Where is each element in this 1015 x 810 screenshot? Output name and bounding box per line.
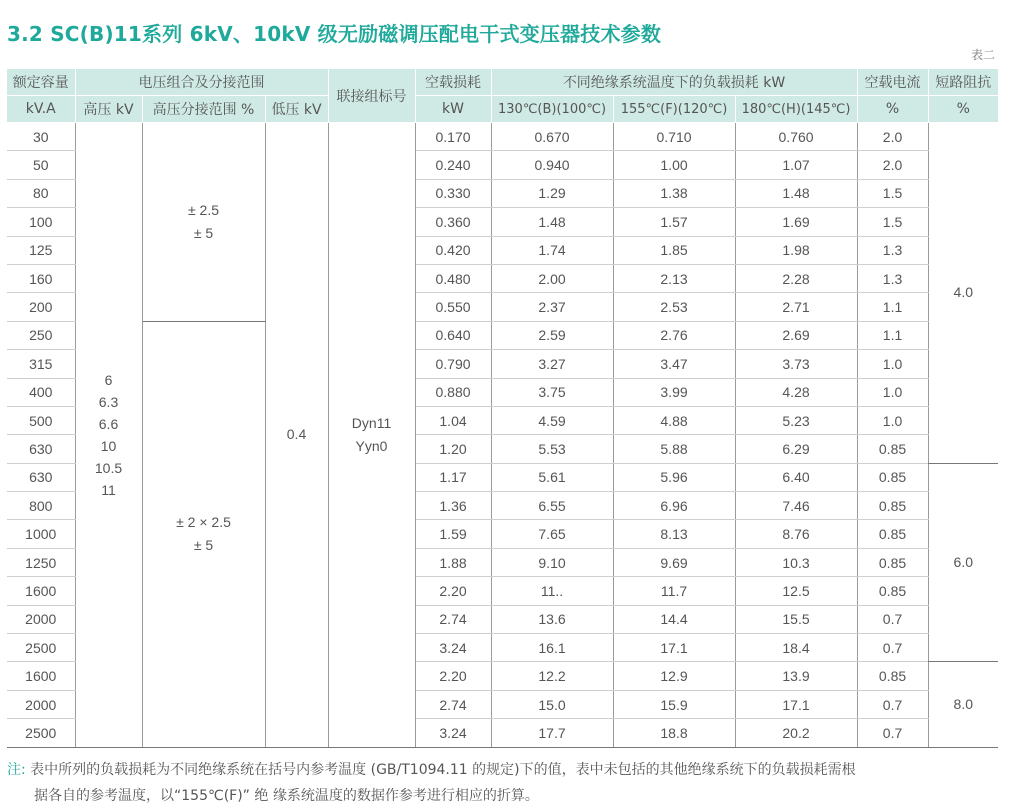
cell-hv-merged: 6 6.3 6.6 10 10.5 11: [75, 123, 142, 748]
cell-loss-155: 3.99: [613, 378, 735, 406]
header-connection: 联接组标号: [328, 69, 415, 123]
cell-noload-loss: 1.17: [415, 463, 491, 491]
cell-impedance-a: 4.0: [928, 123, 998, 464]
cell-loss-155: 2.53: [613, 293, 735, 321]
cell-loss-155: 3.47: [613, 350, 735, 378]
cell-loss-155: 5.96: [613, 463, 735, 491]
cell-loss-130: 3.27: [491, 350, 613, 378]
cell-capacity: 2500: [7, 719, 75, 747]
cell-capacity: 400: [7, 378, 75, 406]
cell-loss-130: 16.1: [491, 634, 613, 662]
cell-loss-180: 20.2: [735, 719, 857, 747]
cell-loss-180: 6.29: [735, 435, 857, 463]
cell-loss-130: 0.670: [491, 123, 613, 151]
cell-noload-loss: 0.170: [415, 123, 491, 151]
header-noload-loss-unit: kW: [415, 96, 491, 123]
cell-noload-loss: 0.240: [415, 151, 491, 179]
cell-loss-130: 1.29: [491, 179, 613, 207]
cell-loss-130: 15.0: [491, 690, 613, 718]
cell-noload-current: 0.85: [857, 577, 928, 605]
cell-noload-loss: 3.24: [415, 719, 491, 747]
cell-noload-loss: 2.20: [415, 577, 491, 605]
cell-noload-current: 0.7: [857, 605, 928, 633]
cell-capacity: 630: [7, 435, 75, 463]
cell-loss-130: 1.48: [491, 208, 613, 236]
cell-noload-current: 1.3: [857, 236, 928, 264]
cell-loss-155: 2.76: [613, 321, 735, 349]
page-title: 3.2 SC(B)11系列 6kV、10kV 级无励磁调压配电干式变压器技术参数: [7, 22, 662, 46]
cell-noload-loss: 1.04: [415, 406, 491, 434]
header-impedance: 短路阻抗: [928, 69, 998, 96]
cell-noload-current: 2.0: [857, 151, 928, 179]
cell-noload-current: 1.0: [857, 350, 928, 378]
header-tap: 高压分接范围 %: [142, 96, 265, 123]
cell-loss-180: 8.76: [735, 520, 857, 548]
cell-loss-180: 7.46: [735, 492, 857, 520]
cell-noload-loss: 0.550: [415, 293, 491, 321]
header-noload-current: 空载电流: [857, 69, 928, 96]
cell-loss-155: 1.00: [613, 151, 735, 179]
cell-capacity: 1600: [7, 577, 75, 605]
cell-noload-loss: 0.790: [415, 350, 491, 378]
cell-loss-155: 4.88: [613, 406, 735, 434]
cell-noload-current: 0.85: [857, 662, 928, 690]
cell-loss-130: 9.10: [491, 548, 613, 576]
cell-capacity: 1250: [7, 548, 75, 576]
cell-tap-range-a: ± 2.5 ± 5: [142, 123, 265, 322]
cell-loss-180: 1.69: [735, 208, 857, 236]
cell-loss-130: 0.940: [491, 151, 613, 179]
cell-loss-130: 2.00: [491, 264, 613, 292]
cell-loss-130: 3.75: [491, 378, 613, 406]
table-tag: 表二: [970, 48, 995, 62]
header-hv: 高压 kV: [75, 96, 142, 123]
cell-noload-current: 1.3: [857, 264, 928, 292]
cell-loss-180: 0.760: [735, 123, 857, 151]
cell-noload-current: 1.0: [857, 378, 928, 406]
cell-capacity: 2500: [7, 634, 75, 662]
cell-noload-loss: 2.74: [415, 605, 491, 633]
cell-capacity: 50: [7, 151, 75, 179]
spec-table: [7, 69, 998, 748]
cell-loss-130: 4.59: [491, 406, 613, 434]
cell-loss-180: 2.69: [735, 321, 857, 349]
cell-loss-130: 1.74: [491, 236, 613, 264]
cell-loss-155: 12.9: [613, 662, 735, 690]
cell-impedance-c: 8.0: [928, 662, 998, 747]
cell-capacity: 80: [7, 179, 75, 207]
cell-noload-loss: 2.74: [415, 690, 491, 718]
cell-connection-merged: Dyn11 Yyn0: [328, 123, 415, 748]
cell-noload-loss: 0.360: [415, 208, 491, 236]
cell-noload-loss: 1.36: [415, 492, 491, 520]
header-capacity: 额定容量: [7, 69, 75, 96]
cell-loss-155: 11.7: [613, 577, 735, 605]
cell-capacity: 2000: [7, 605, 75, 633]
cell-loss-155: 17.1: [613, 634, 735, 662]
header-impedance-unit: %: [928, 96, 998, 123]
cell-capacity: 2000: [7, 690, 75, 718]
cell-noload-loss: 3.24: [415, 634, 491, 662]
cell-loss-130: 12.2: [491, 662, 613, 690]
cell-loss-180: 5.23: [735, 406, 857, 434]
cell-noload-current: 0.7: [857, 719, 928, 747]
cell-loss-180: 17.1: [735, 690, 857, 718]
cell-loss-180: 2.71: [735, 293, 857, 321]
cell-capacity: 200: [7, 293, 75, 321]
cell-loss-130: 5.53: [491, 435, 613, 463]
cell-capacity: 250: [7, 321, 75, 349]
table-header: [7, 69, 998, 123]
table-row: [7, 123, 998, 151]
cell-loss-180: 3.73: [735, 350, 857, 378]
cell-noload-current: 1.5: [857, 208, 928, 236]
cell-noload-loss: 1.88: [415, 548, 491, 576]
footnote-line-1: 表中所列的负载损耗为不同绝缘系统在括号内参考温度 (GB/T1094.11 的规定)下的值，表中未包括的其他绝缘系统下的负载损耗需根: [25, 762, 856, 778]
cell-capacity: 1000: [7, 520, 75, 548]
cell-noload-loss: 0.640: [415, 321, 491, 349]
cell-noload-current: 0.7: [857, 690, 928, 718]
cell-loss-155: 1.85: [613, 236, 735, 264]
footnote-line-2: 据各自的参考温度，以“155℃(F)” 绝 缘系统温度的数据作参考进行相应的折算。: [34, 788, 539, 804]
table-row: [7, 321, 998, 349]
cell-loss-155: 9.69: [613, 548, 735, 576]
cell-noload-loss: 2.20: [415, 662, 491, 690]
cell-loss-130: 5.61: [491, 463, 613, 491]
cell-capacity: 125: [7, 236, 75, 264]
cell-noload-loss: 1.59: [415, 520, 491, 548]
cell-loss-155: 1.38: [613, 179, 735, 207]
cell-capacity: 100: [7, 208, 75, 236]
header-capacity-unit: kV.A: [7, 96, 75, 123]
cell-loss-180: 4.28: [735, 378, 857, 406]
cell-noload-current: 1.1: [857, 321, 928, 349]
cell-loss-130: 7.65: [491, 520, 613, 548]
cell-capacity: 160: [7, 264, 75, 292]
cell-loss-130: 11..: [491, 577, 613, 605]
cell-loss-180: 10.3: [735, 548, 857, 576]
cell-capacity: 630: [7, 463, 75, 491]
cell-tap-range-b: ± 2 × 2.5 ± 5: [142, 321, 265, 747]
cell-loss-180: 1.07: [735, 151, 857, 179]
header-loss-130: 130℃(B)(100℃): [491, 96, 613, 123]
cell-loss-180: 12.5: [735, 577, 857, 605]
cell-loss-130: 2.59: [491, 321, 613, 349]
cell-capacity: 1600: [7, 662, 75, 690]
cell-noload-current: 1.1: [857, 293, 928, 321]
cell-noload-loss: 0.420: [415, 236, 491, 264]
cell-loss-130: 2.37: [491, 293, 613, 321]
cell-loss-155: 1.57: [613, 208, 735, 236]
cell-loss-155: 2.13: [613, 264, 735, 292]
header-loss-180: 180℃(H)(145℃): [735, 96, 857, 123]
header-noload-loss: 空载损耗: [415, 69, 491, 96]
cell-loss-180: 6.40: [735, 463, 857, 491]
cell-noload-current: 1.5: [857, 179, 928, 207]
cell-loss-180: 1.98: [735, 236, 857, 264]
cell-loss-155: 15.9: [613, 690, 735, 718]
cell-noload-current: 1.0: [857, 406, 928, 434]
cell-impedance-b: 6.0: [928, 463, 998, 662]
table-body: [7, 123, 998, 748]
cell-capacity: 800: [7, 492, 75, 520]
cell-loss-130: 6.55: [491, 492, 613, 520]
cell-noload-current: 0.85: [857, 492, 928, 520]
cell-noload-loss: 0.480: [415, 264, 491, 292]
cell-loss-155: 8.13: [613, 520, 735, 548]
cell-loss-180: 13.9: [735, 662, 857, 690]
footnote: [7, 757, 856, 809]
cell-loss-155: 18.8: [613, 719, 735, 747]
cell-noload-loss: 0.330: [415, 179, 491, 207]
cell-capacity: 30: [7, 123, 75, 151]
cell-noload-loss: 1.20: [415, 435, 491, 463]
cell-loss-180: 2.28: [735, 264, 857, 292]
cell-loss-130: 17.7: [491, 719, 613, 747]
cell-noload-loss: 0.880: [415, 378, 491, 406]
cell-capacity: 500: [7, 406, 75, 434]
cell-loss-180: 1.48: [735, 179, 857, 207]
cell-loss-155: 6.96: [613, 492, 735, 520]
header-loss-155: 155℃(F)(120℃): [613, 96, 735, 123]
cell-noload-current: 0.85: [857, 520, 928, 548]
cell-noload-current: 0.85: [857, 548, 928, 576]
header-noload-current-unit: %: [857, 96, 928, 123]
cell-noload-current: 0.85: [857, 463, 928, 491]
cell-loss-180: 15.5: [735, 605, 857, 633]
cell-loss-155: 5.88: [613, 435, 735, 463]
cell-lv-merged: 0.4: [265, 123, 328, 748]
cell-capacity: 315: [7, 350, 75, 378]
cell-noload-current: 2.0: [857, 123, 928, 151]
cell-loss-180: 18.4: [735, 634, 857, 662]
header-load-loss: 不同绝缘系统温度下的负载损耗 kW: [491, 69, 857, 96]
header-voltage-group: 电压组合及分接范围: [75, 69, 328, 96]
header-lv: 低压 kV: [265, 96, 328, 123]
cell-noload-current: 0.7: [857, 634, 928, 662]
cell-loss-130: 13.6: [491, 605, 613, 633]
cell-noload-current: 0.85: [857, 435, 928, 463]
cell-loss-155: 14.4: [613, 605, 735, 633]
footnote-label: 注:: [7, 762, 26, 778]
cell-loss-155: 0.710: [613, 123, 735, 151]
